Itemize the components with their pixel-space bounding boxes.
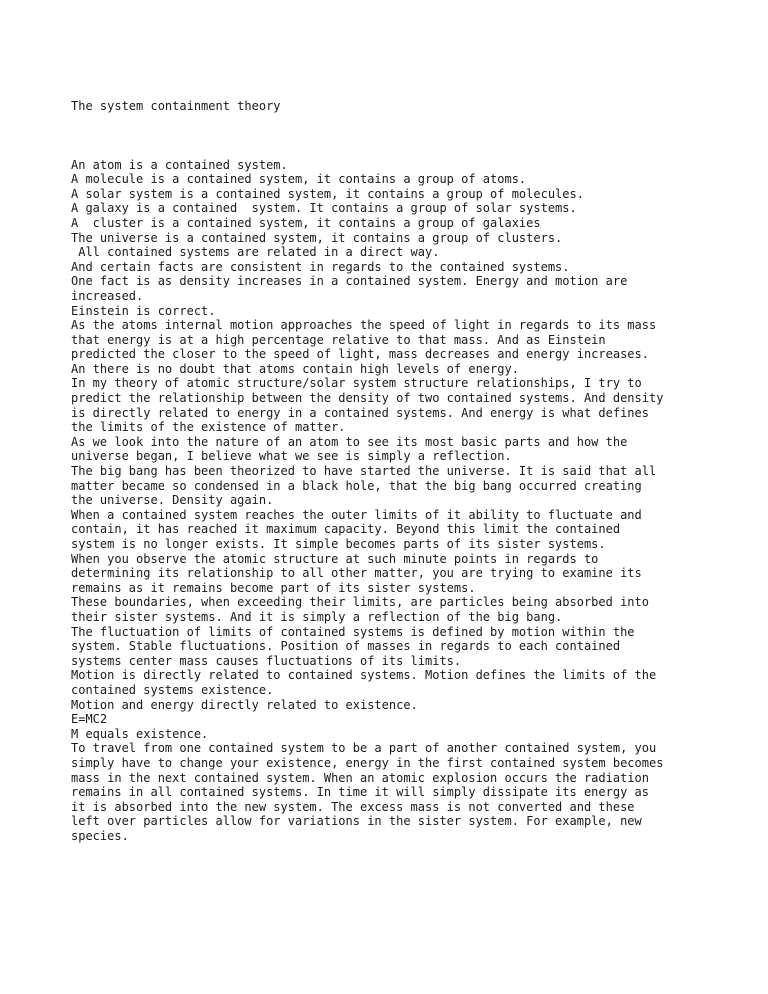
- text-line: To travel from one contained system to be a part of another contained system, you: [71, 741, 657, 756]
- text-line: When you observe the atomic structure at such minute points in regards to: [71, 551, 599, 566]
- text-line: mass in the next contained system. When an atomic explosion occurs the radiation: [71, 770, 649, 785]
- text-line: determining its relationship to all other matter, you are trying to examine its: [71, 566, 642, 581]
- text-line: the universe. Density again.: [71, 493, 274, 508]
- text-line: And certain facts are consistent in regards to the contained systems.: [71, 259, 570, 274]
- text-line: left over particles allow for variations in the sister system. For example, new: [71, 814, 642, 829]
- text-line: Motion and energy directly related to existence.: [71, 697, 418, 712]
- text-line: remains as it remains become part of its sister systems.: [71, 580, 476, 595]
- text-line: The universe is a contained system, it contains a group of clusters.: [71, 230, 563, 245]
- text-line: increased.: [71, 288, 144, 303]
- text-line: remains in all contained systems. In time it will simply dissipate its energy as: [71, 785, 649, 800]
- text-line: One fact is as density increases in a contained system. Energy and motion are: [71, 274, 628, 289]
- text-line: systems center mass causes fluctuations of its limits.: [71, 653, 462, 668]
- text-line: A galaxy is a contained system. It contains a group of solar systems.: [71, 201, 577, 216]
- text-line: M equals existence.: [71, 726, 209, 741]
- text-line: species.: [71, 828, 129, 843]
- text-line: In my theory of atomic structure/solar system structure relationships, I try to: [71, 376, 642, 391]
- text-line: contain, it has reached it maximum capacity. Beyond this limit the contained: [71, 522, 621, 537]
- text-line: When a contained system reaches the outer limits of it ability to fluctuate and: [71, 507, 642, 522]
- text-line: The big bang has been theorized to have started the universe. It is said that all: [71, 464, 657, 479]
- text-line: system is no longer exists. It simple becomes parts of its sister systems.: [71, 537, 606, 551]
- text-line: simply have to change your existence, energy in the first contained system becomes: [71, 755, 664, 770]
- text-line: Einstein is correct.: [71, 303, 216, 318]
- document-lines: [71, 158, 711, 844]
- text-line: the limits of the existence of matter.: [71, 420, 346, 435]
- text-line: A molecule is a contained system, it contains a group of atoms.: [71, 172, 527, 187]
- text-line: Motion is directly related to contained systems. Motion defines the limits of the: [71, 668, 657, 683]
- text-line: that energy is at a high percentage relative to that mass. And as Einstein: [71, 332, 606, 347]
- text-line: system. Stable fluctuations. Position of masses in regards to each contained: [71, 639, 621, 654]
- text-line: An atom is a contained system.: [71, 157, 288, 172]
- text-line: A solar system is a contained system, it contains a group of molecules.: [71, 186, 584, 201]
- text-line: predict the relationship between the density of two contained systems. And density: [71, 391, 664, 406]
- text-line: their sister systems. And it is simply a reflection of the big bang.: [71, 609, 563, 624]
- document-title: The system containment theory: [71, 99, 281, 114]
- text-line: These boundaries, when exceeding their limits, are particles being absorbed into: [71, 595, 649, 610]
- text-line: As we look into the nature of an atom to see its most basic parts and how the: [71, 434, 628, 449]
- text-line: A cluster is a contained system, it contains a group of galaxies: [71, 215, 541, 230]
- text-line: E=MC2: [71, 712, 108, 727]
- text-line: contained systems existence.: [71, 682, 274, 697]
- text-line: predicted the closer to the speed of light, mass decreases and energy increases.: [71, 347, 649, 362]
- text-line: All contained systems are related in a direct way.: [71, 245, 440, 260]
- text-line: is directly related to energy in a contained systems. And energy is what defines: [71, 405, 649, 420]
- text-line: An there is no doubt that atoms contain high levels of energy.: [71, 361, 519, 376]
- document-body: [71, 70, 711, 873]
- text-line: The fluctuation of limits of contained systems is defined by motion within the: [71, 624, 635, 639]
- text-line: matter became so condensed in a black hole, that the big bang occurred creating: [71, 478, 642, 493]
- text-line: universe began, I believe what we see is simply a reflection.: [71, 449, 512, 464]
- text-line: As the atoms internal motion approaches the speed of light in regards to its mass: [71, 318, 657, 333]
- text-line: it is absorbed into the new system. The excess mass is not converted and these: [71, 799, 635, 814]
